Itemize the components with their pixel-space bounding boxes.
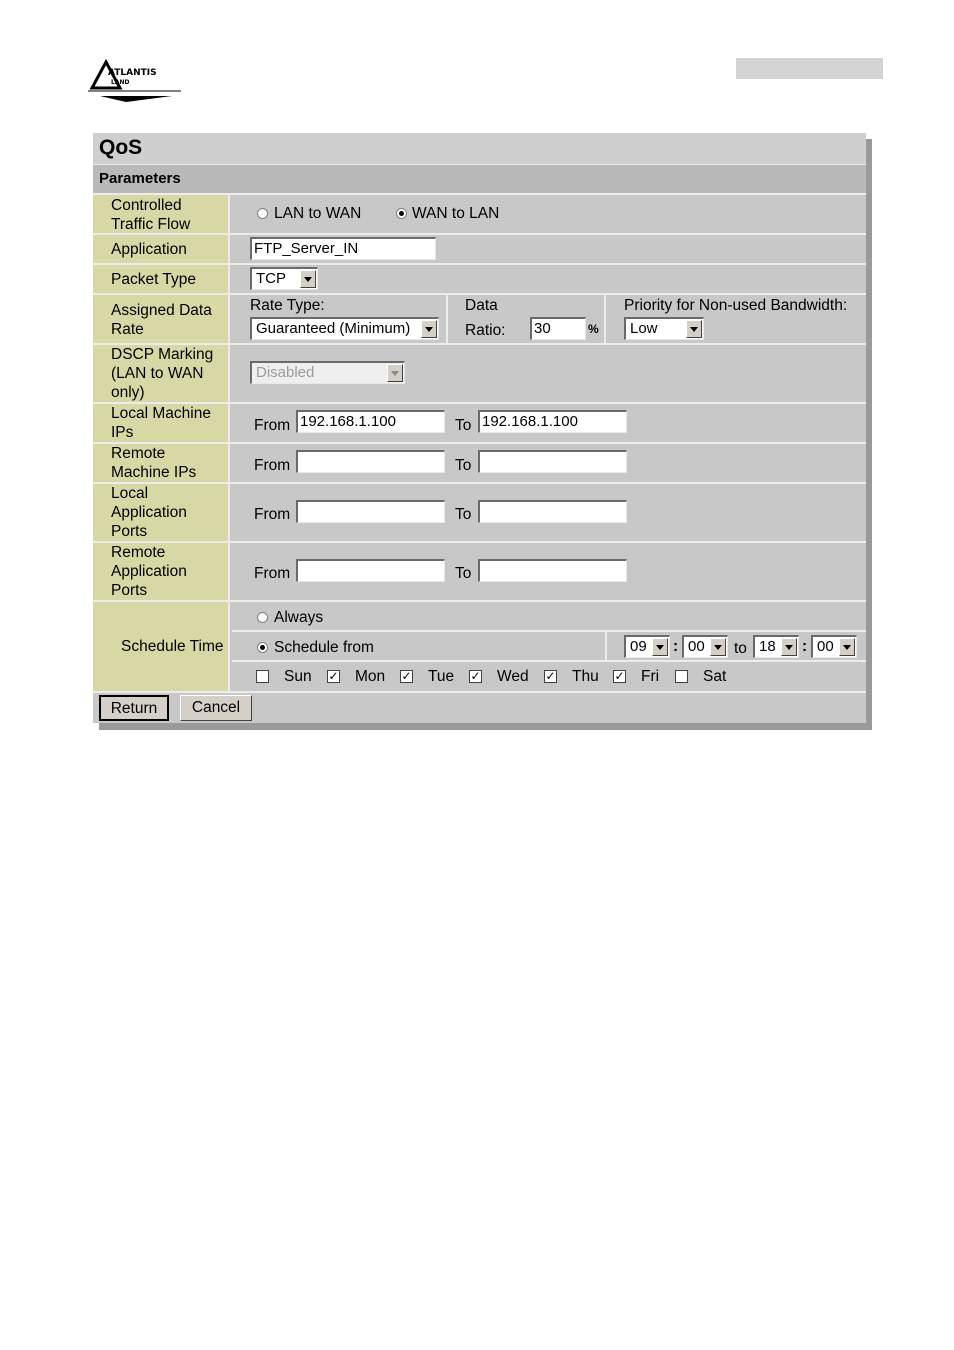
logo-brand: ATLANTIS: [108, 68, 157, 78]
column-divider: [446, 295, 448, 343]
return-button[interactable]: Return: [99, 695, 169, 721]
traffic-flow-row: [93, 193, 866, 233]
schedule-value: [232, 602, 866, 691]
lan-to-wan-label: LAN to WAN: [274, 205, 362, 222]
local-ports-label-l3: Ports: [111, 523, 148, 540]
always-radio[interactable]: [257, 612, 268, 623]
local-ips-value: [232, 404, 866, 442]
data-rate-label-cell: [93, 295, 230, 343]
time-colon: :: [802, 638, 808, 655]
day-label-wed: Wed: [497, 668, 529, 685]
page-title: QoS: [99, 136, 143, 159]
dscp-label-l1: DSCP Marking: [111, 346, 214, 363]
remote-ports-label-cell: [93, 543, 230, 600]
dscp-row: [93, 343, 866, 402]
day-label-sat: Sat: [703, 668, 727, 685]
schedule-row: [93, 600, 866, 691]
application-row: [93, 233, 866, 263]
qos-panel: [93, 133, 866, 723]
atlantis-logo: [86, 58, 186, 108]
application-label: Application: [111, 241, 187, 258]
rate-type-selected: Guaranteed (Minimum): [256, 320, 411, 337]
day-checkbox-wed[interactable]: ✓: [470, 669, 481, 683]
packet-type-value: [232, 265, 866, 293]
traffic-flow-label-l2: Traffic Flow: [111, 216, 191, 233]
priority-selected: Low: [630, 320, 658, 337]
local-ports-label-l2: Application: [111, 504, 187, 521]
data-rate-label-l2: Rate: [111, 321, 144, 338]
packet-type-label: Packet Type: [111, 271, 197, 288]
remote-ips-to-input[interactable]: [478, 450, 627, 473]
lan-to-wan-radio[interactable]: [257, 208, 268, 219]
remote-ips-value: [232, 444, 866, 482]
dscp-value: [232, 345, 866, 402]
local-ports-label-l1: Local: [111, 485, 149, 502]
logo-sub: LAND: [111, 79, 130, 86]
column-divider: [605, 630, 607, 660]
remote-ports-label-l2: Application: [111, 563, 187, 580]
traffic-flow-label-l1: Controlled: [111, 197, 182, 214]
title-row: [93, 133, 866, 165]
wan-to-lan-label: WAN to LAN: [412, 205, 500, 222]
day-checkbox-tue[interactable]: ✓: [401, 669, 412, 683]
schedule-label-cell: [93, 602, 230, 691]
data-rate-label-l1: Assigned Data: [111, 302, 212, 319]
start-hour-selected: 09: [630, 638, 647, 655]
cancel-button[interactable]: Cancel: [180, 695, 252, 721]
remote-ips-from-input[interactable]: [296, 450, 445, 473]
chevron-down-icon[interactable]: [686, 320, 702, 338]
day-checkbox-sun[interactable]: [256, 670, 269, 683]
wan-to-lan-radio[interactable]: [396, 208, 407, 219]
remote-ips-label-l1: Remote: [111, 445, 166, 462]
dscp-label-l3: only): [111, 384, 145, 401]
local-ips-label-l1: Local Machine: [111, 405, 211, 422]
local-ips-row: [93, 402, 866, 442]
day-label-fri: Fri: [641, 668, 660, 685]
local-ips-to-label: To: [455, 417, 472, 434]
start-min-select[interactable]: [682, 635, 728, 658]
remote-ports-label-l1: Remote: [111, 544, 166, 561]
dscp-label-l2: (LAN to WAN: [111, 365, 204, 382]
packet-type-select[interactable]: [250, 267, 318, 290]
day-label-thu: Thu: [572, 668, 599, 685]
application-label-cell: [93, 235, 230, 263]
schedule-from-label: Schedule from: [274, 639, 374, 656]
column-divider: [604, 295, 606, 343]
end-hour-selected: 18: [759, 638, 776, 655]
section-title: Parameters: [99, 170, 181, 187]
day-label-mon: Mon: [355, 668, 386, 685]
packet-type-selected: TCP: [256, 270, 286, 287]
remote-ports-row: [93, 541, 866, 600]
local-ips-label-cell: [93, 404, 230, 442]
traffic-flow-label: [93, 195, 230, 233]
schedule-label: Schedule Time: [121, 638, 224, 655]
remote-ips-label-l2: Machine IPs: [111, 464, 197, 481]
remote-ports-from-input[interactable]: [296, 559, 445, 582]
day-label-tue: Tue: [428, 668, 455, 685]
remote-ips-from-label: From: [254, 457, 291, 474]
ratio-unit: %: [588, 322, 599, 336]
application-input[interactable]: FTP_Server_IN: [250, 237, 436, 260]
time-colon: :: [673, 638, 679, 655]
local-ips-label-l2: IPs: [111, 424, 134, 441]
priority-label: Priority for Non-used Bandwidth:: [624, 297, 848, 314]
ratio-input[interactable]: 30: [530, 317, 586, 340]
data-rate-row: [93, 293, 866, 343]
dscp-selected: Disabled: [256, 364, 315, 381]
packet-type-row: [93, 263, 866, 293]
day-checkbox-mon[interactable]: ✓: [328, 669, 339, 683]
end-min-select[interactable]: [811, 635, 857, 658]
day-label-sun: Sun: [284, 668, 312, 685]
day-checkbox-sat[interactable]: [675, 670, 688, 683]
local-ports-to-input[interactable]: [478, 500, 627, 523]
end-min-selected: 00: [817, 638, 834, 655]
remote-ports-to-input[interactable]: [478, 559, 627, 582]
rate-type-label: Rate Type:: [250, 297, 325, 314]
chevron-down-icon[interactable]: [300, 270, 316, 288]
chevron-down-icon[interactable]: [781, 638, 797, 656]
local-ports-row: [93, 482, 866, 541]
dscp-label-cell: [93, 345, 230, 402]
section-header: [93, 165, 866, 193]
remote-ips-row: [93, 442, 866, 482]
row-divider: [232, 660, 866, 662]
local-ports-from-label: From: [254, 506, 291, 523]
application-value: [232, 235, 866, 263]
remote-ips-to-label: To: [455, 457, 472, 474]
start-min-selected: 00: [688, 638, 705, 655]
header-bar: [736, 58, 883, 79]
day-checkbox-thu[interactable]: ✓: [545, 669, 556, 683]
chevron-down-icon[interactable]: [839, 638, 855, 656]
local-ips-from-label: From: [254, 417, 291, 434]
data-rate-value: [232, 295, 866, 343]
always-label: Always: [274, 609, 324, 626]
start-hour-select[interactable]: [624, 635, 670, 658]
local-ports-label-cell: [93, 484, 230, 541]
traffic-flow-value: [232, 195, 866, 233]
chevron-down-icon: [387, 364, 403, 382]
data-label: Data: [465, 297, 498, 314]
chevron-down-icon[interactable]: [710, 638, 726, 656]
chevron-down-icon[interactable]: [421, 320, 437, 338]
remote-ports-from-label: From: [254, 565, 291, 582]
local-ports-value: [232, 484, 866, 541]
row-divider: [232, 630, 866, 632]
remote-ports-label-l3: Ports: [111, 582, 148, 599]
logo-mark-icon: [86, 58, 186, 108]
local-ips-to-input[interactable]: 192.168.1.100: [478, 410, 627, 433]
remote-ips-label-cell: [93, 444, 230, 482]
chevron-down-icon[interactable]: [652, 638, 668, 656]
end-hour-select[interactable]: [753, 635, 799, 658]
dscp-select: [250, 361, 405, 384]
schedule-from-radio[interactable]: [257, 642, 268, 653]
day-checkbox-fri[interactable]: ✓: [614, 669, 625, 683]
priority-select[interactable]: [624, 317, 704, 340]
local-ips-from-input[interactable]: 192.168.1.100: [296, 410, 445, 433]
rate-type-select[interactable]: [250, 317, 439, 340]
packet-type-label-cell: [93, 265, 230, 293]
ratio-label: Ratio:: [465, 322, 506, 339]
remote-ports-to-label: To: [455, 565, 472, 582]
button-row: [93, 691, 866, 725]
remote-ports-value: [232, 543, 866, 600]
to-label: to: [734, 640, 747, 657]
local-ports-to-label: To: [455, 506, 472, 523]
local-ports-from-input[interactable]: [296, 500, 445, 523]
